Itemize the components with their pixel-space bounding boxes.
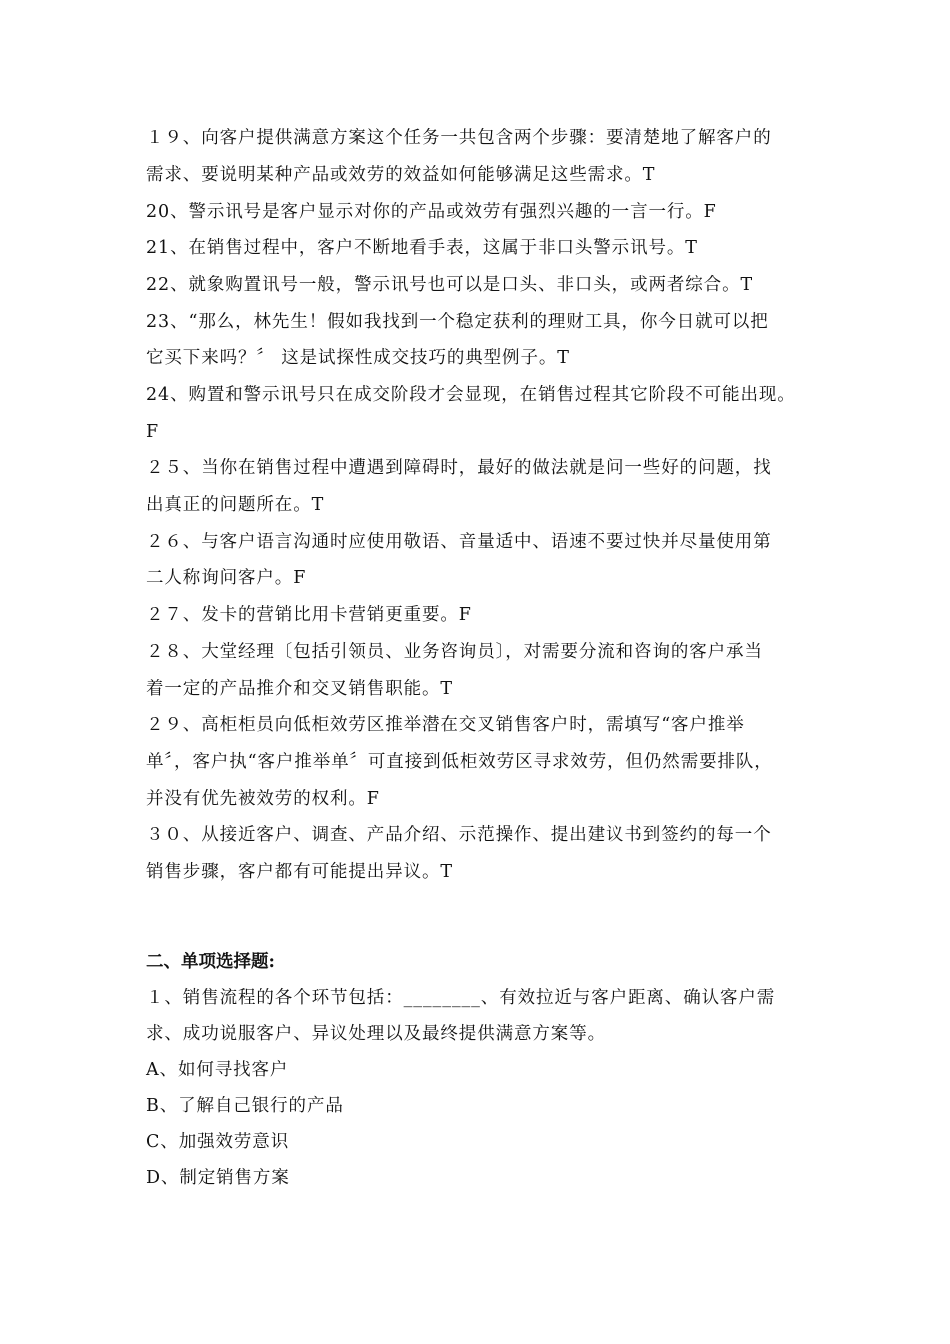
text-line: 着一定的产品推介和交叉销售职能。T (146, 679, 453, 699)
text-line: F (146, 422, 160, 442)
option-c: C、加强效劳意识 (146, 1132, 290, 1152)
text-line: 22、就象购置讯号一般，警示讯号也可以是口头、非口头，或两者综合。T (146, 275, 754, 295)
text-line: 21、在销售过程中，客户不断地看手表，这属于非口头警示讯号。T (146, 238, 698, 258)
text-line: 24、购置和警示讯号只在成交阶段才会显现，在销售过程其它阶段不可能出现。 (146, 385, 796, 405)
text-line: ２８、大堂经理〔包括引领员、业务咨询员〕，对需要分流和咨询的客户承当 (146, 642, 763, 662)
text-line: ２９、高柜柜员向低柜效劳区推举潜在交叉销售客户时，需填写“客户推举 (146, 715, 745, 735)
text-line: ２６、与客户语言沟通时应使用敬语、音量适中、语速不要过快并尽量使用第 (146, 532, 772, 552)
text-line: 需求、要说明某种产品或效劳的效益如何能够满足这些需求。T (146, 165, 656, 185)
text-line: 二人称询问客户。F (146, 568, 307, 588)
text-line: 单〞，客户执“客户推举单〞可直接到低柜效劳区寻求效劳，但仍然需要排队， (146, 752, 773, 772)
text-line: 23、“那么，林先生！假如我找到一个稳定获利的理财工具，你今日就可以把 (146, 312, 769, 332)
option-a: A、如何寻找客户 (146, 1060, 289, 1080)
text-line: 出真正的问题所在。T (146, 495, 325, 515)
question-line: １、销售流程的各个环节包括：________、有效拉近与客户距离、确认客户需 (146, 988, 776, 1008)
section-heading: 二、单项选择题: (146, 952, 275, 972)
option-d: D、制定销售方案 (146, 1168, 290, 1188)
text-line: ３０、从接近客户、调查、产品介绍、示范操作、提出建议书到签约的每一个 (146, 825, 772, 845)
text-line: 20、警示讯号是客户显示对你的产品或效劳有强烈兴趣的一言一行。F (146, 202, 717, 222)
text-line: 并没有优先被效劳的权利。F (146, 789, 380, 809)
text-line: 它买下来吗？〞 这是试探性成交技巧的典型例子。T (146, 348, 570, 368)
option-b: B、了解自己银行的产品 (146, 1096, 344, 1116)
text-line: ２７、发卡的营销比用卡营销更重要。F (146, 605, 472, 625)
text-line: １９、向客户提供满意方案这个任务一共包含两个步骤：要清楚地了解客户的 (146, 128, 772, 148)
text-line: ２５、当你在销售过程中遭遇到障碍时，最好的做法就是问一些好的问题，找 (146, 458, 772, 478)
text-line: 销售步骤，客户都有可能提出异议。T (146, 862, 453, 882)
question-line: 求、成功说服客户、异议处理以及最终提供满意方案等。 (146, 1024, 606, 1044)
